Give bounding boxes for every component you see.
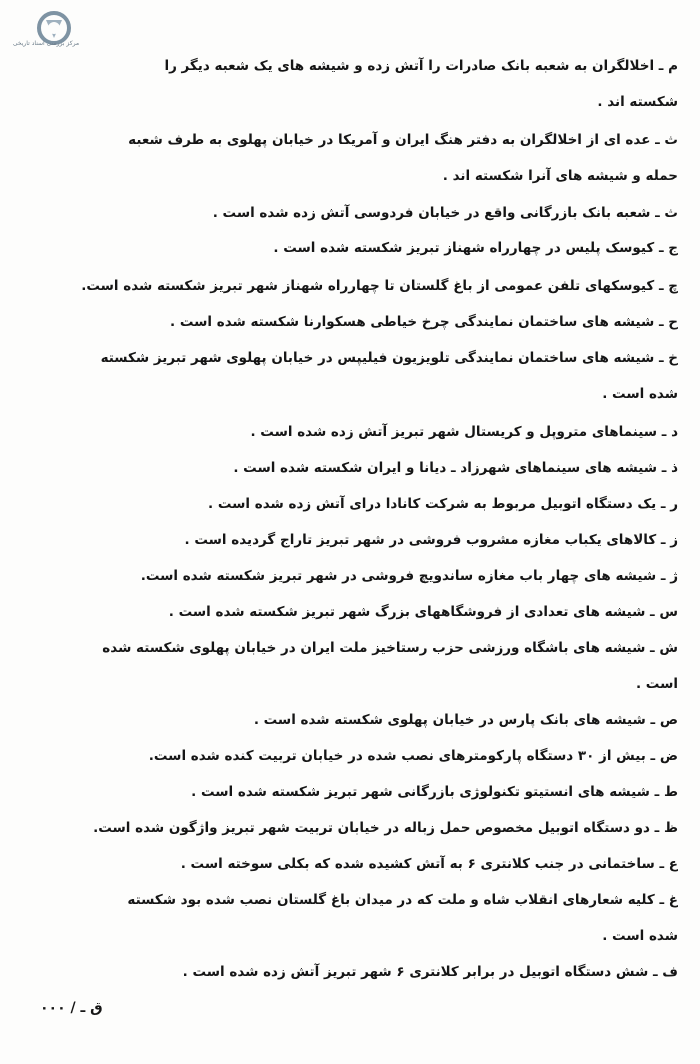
text-line: ر ـ یک دستگاه اتوبیل مربوط به شرکت کانادا درای آتش زده شده است .: [208, 496, 678, 512]
text-line: م ـ اخلالگران به شعبه بانک صادرات را آتش زده و شیشه های یک شعبه دیگر را: [164, 58, 678, 74]
archive-logo: [10, 8, 80, 58]
text-line: س ـ شیشه های تعدادی از فروشگاههای بزرگ شهر تبریز شکسته شده است .: [168, 604, 678, 620]
text-line: ث ـ عده ای از اخلالگران به دفتر هنگ ایران و آمریکا در خیابان پهلوی به طرف شعبه: [128, 132, 678, 148]
text-line: ح ـ شیشه های ساختمان نمایندگی چرخ خیاطی هسکوارنا شکسته شده است .: [170, 314, 678, 330]
text-line: ژ ـ شیشه های چهار باب مغازه ساندویچ فروشی در شهر تبریز شکسته شده است.: [140, 568, 678, 584]
text-line: شکسته اند .: [597, 94, 678, 110]
text-line: ع ـ ساختمانی در جنب کلانتری ۶ به آتش کشیده شده که بکلی سوخته است .: [180, 856, 678, 872]
text-line: ذ ـ شیشه های سینماهای شهرزاد ـ دیانا و ایران شکسته شده است .: [233, 460, 678, 476]
text-line: ص ـ شیشه های بانک پارس در خیابان پهلوی شکسته شده است .: [253, 712, 678, 728]
page-marker: ق ـ / ۰۰۰: [40, 1000, 103, 1016]
text-line: ث ـ شعبه بانک بازرگانی واقع در خیابان فردوسی آتش زده شده است .: [212, 205, 678, 221]
text-line: ط ـ شیشه های انستیتو تکنولوژی بازرگانی شهر تبریز شکسته شده است .: [191, 784, 678, 800]
text-line: شده است .: [602, 386, 678, 402]
text-line: حمله و شیشه های آنرا شکسته اند .: [442, 168, 678, 184]
logo-caption: مرکز بررسی اسناد تاریخی: [12, 40, 80, 47]
text-line: ش ـ شیشه های باشگاه ورزشی حزب رستاخیز ملت ایران در خیابان پهلوی شکسته شده: [102, 640, 678, 656]
text-line: ز ـ کالاهای یکباب مغازه مشروب فروشی در شهر تبریز تاراج گردیده است .: [184, 532, 678, 548]
text-line: ف ـ شش دستگاه اتوبیل در برابر کلانتری ۶ شهر تبریز آتش زده شده است .: [182, 964, 678, 980]
text-line: خ ـ شیشه های ساختمان نمایندگی تلویزیون فیلیپس در خیابان پهلوی شهر تبریز شکسته: [100, 350, 678, 366]
text-line: است .: [635, 676, 678, 692]
text-line: ج ـ کیوسک پلیس در چهارراه شهناز تبریز شکسته شده است .: [273, 240, 678, 256]
text-line: شده است .: [602, 928, 678, 944]
text-line: ظ ـ دو دستگاه اتوبیل مخصوص حمل زباله در خیابان تربیت شهر تبریز واژگون شده است.: [93, 820, 678, 836]
text-line: غ ـ کلیه شعارهای انقلاب شاه و ملت که در میدان باغ گلستان نصب شده بود شکسته: [127, 892, 678, 908]
text-line: ض ـ بیش از ۳۰ دستگاه پارکومترهای نصب شده در خیابان تربیت کنده شده است.: [148, 748, 678, 764]
text-line: چ ـ کیوسکهای تلفن عمومی از باغ گلستان تا چهارراه شهناز شهر تبریز شکسته شده است.: [81, 278, 678, 294]
text-line: د ـ سینماهای متروپل و کریستال شهر تبریز آتش زده شده است .: [250, 424, 678, 440]
